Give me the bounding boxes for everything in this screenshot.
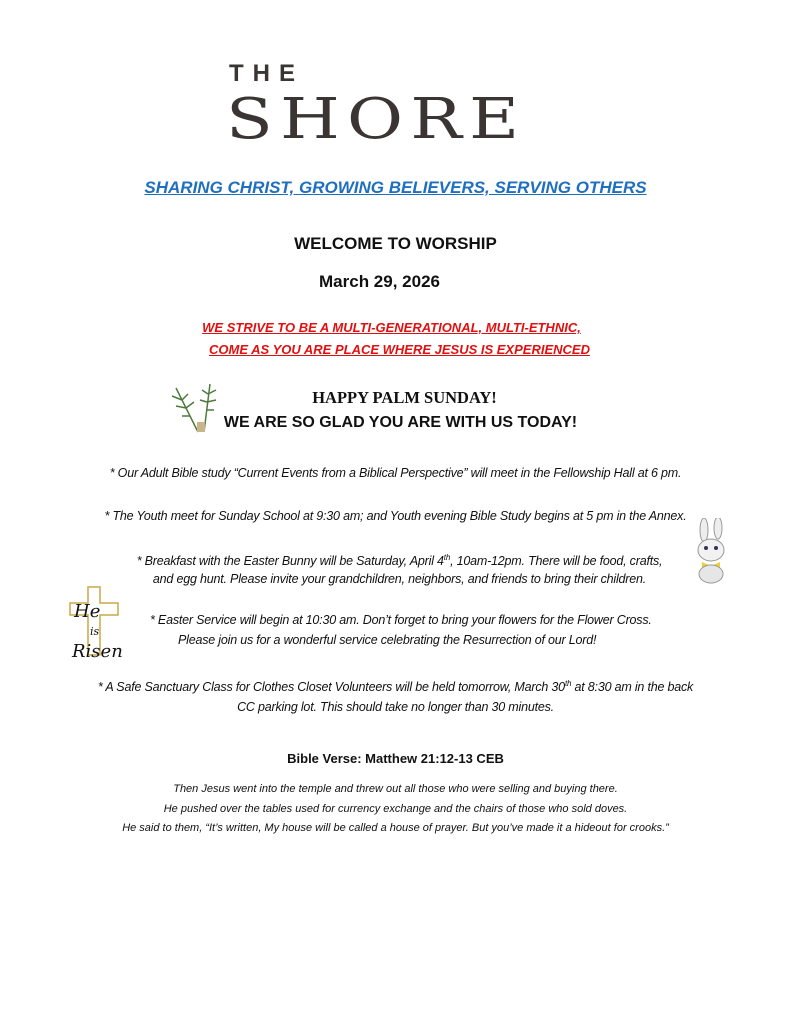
service-date: March 29, 2026	[319, 272, 440, 291]
announcement-youth: * The Youth meet for Sunday School at 9:30 am; and Youth evening Bible Study begins at 5 pm in the Annex.	[104, 509, 687, 523]
bunny-text-b: , 10am-12pm. There will be food, crafts,	[450, 554, 663, 568]
svg-text:is: is	[90, 625, 100, 638]
announcement-bible-study: * Our Adult Bible study “Current Events from a Biblical Perspective” will meet in the Fellowship Hall at 6 pm.	[109, 466, 682, 480]
verse-line: He said to them, “It’s written, My house will be called a house of prayer. But you’ve made it a hideout for crooks.”	[122, 822, 669, 834]
announcement-easter-line-2: Please join us for a wonderful service celebrating the Resurrection of our Lord!	[178, 633, 597, 647]
palm-sunday-heading: HAPPY PALM SUNDAY!	[312, 388, 497, 407]
bunny-text-a: * Breakfast with the Easter Bunny will be Saturday, April 4	[136, 554, 444, 568]
announcement-safe-sanctuary-line-2: CC parking lot. This should take no longer than 30 minutes.	[237, 700, 554, 714]
mission-line-1: WE STRIVE TO BE A MULTI-GENERATIONAL, MULTI-ETHNIC,	[202, 320, 581, 335]
announcement-bunny-line-1	[4, 553, 791, 569]
safe-sup: th	[564, 678, 572, 688]
announcement-easter-line-1: * Easter Service will begin at 10:30 am. Don’t forget to bring your flowers for the Flower Cross.	[150, 613, 652, 627]
welcome-heading: WELCOME TO WORSHIP	[294, 234, 497, 253]
safe-text-a: * A Safe Sanctuary Class for Clothes Closet Volunteers will be held tomorrow, March 30	[97, 680, 565, 694]
announcement-safe-sanctuary-line-1	[0, 679, 791, 695]
logo-the: THE	[229, 60, 304, 87]
tagline: SHARING CHRIST, GROWING BELIEVERS, SERVING OTHERS	[144, 178, 647, 197]
safe-text-b: at 8:30 am in the back	[571, 680, 694, 694]
svg-text:Risen: Risen	[72, 641, 123, 662]
he-is-risen-graphic	[66, 585, 126, 663]
easter-bunny-icon	[690, 518, 734, 584]
announcement-bunny-line-2: and egg hunt. Please invite your grandchildren, neighbors, and friends to bring their children.	[152, 572, 647, 586]
bible-verse-title: Bible Verse: Matthew 21:12-13 CEB	[287, 751, 504, 766]
verse-line: He pushed over the tables used for currency exchange and the chairs of those who sold doves.	[163, 803, 628, 815]
mission-line-2: COME AS YOU ARE PLACE WHERE JESUS IS EXPERIENCED	[209, 342, 590, 357]
glad-heading: WE ARE SO GLAD YOU ARE WITH US TODAY!	[223, 414, 578, 431]
svg-text:He: He	[74, 601, 101, 622]
logo-shore: SHORE	[226, 87, 527, 152]
bunny-sup: th	[443, 552, 451, 562]
verse-line: Then Jesus went into the temple and threw out all those who were selling and buying there.	[173, 783, 618, 795]
